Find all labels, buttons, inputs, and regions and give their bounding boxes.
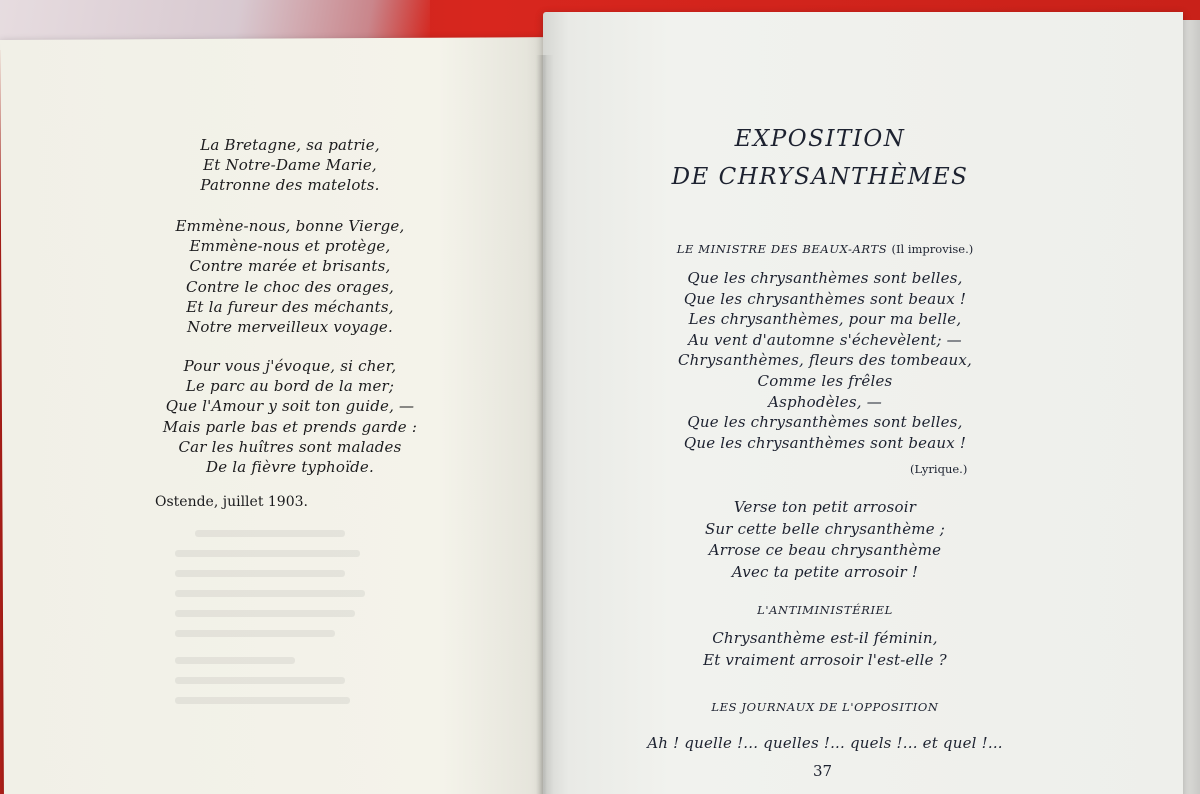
show-through-text <box>175 530 375 717</box>
right-stanza-4 <box>590 733 1060 753</box>
page-number: 37 <box>812 762 833 780</box>
right-page-edge <box>1180 20 1200 794</box>
verse-line: Patronne des matelots. <box>200 176 380 195</box>
title-line-2: DE CHRYSANTHÈMES <box>671 164 969 190</box>
verse-line: Les chrysanthèmes, pour ma belle, <box>688 310 962 329</box>
verse-line: Avec ta petite arrosoir ! <box>731 562 919 581</box>
verse-line: Et la fureur des méchants, <box>186 297 394 316</box>
stage-direction-lyrique: (Lyrique.) <box>910 462 968 476</box>
verse-line: Pour vous j'évoque, si cher, <box>183 357 397 375</box>
speaker-name: LE MINISTRE DES BEAUX-ARTS <box>676 242 888 256</box>
book-gutter <box>536 55 554 794</box>
verse-line: Sur cette belle chrysanthème ; <box>704 519 946 538</box>
verse-line: Notre merveilleux voyage. <box>187 318 393 337</box>
verse-line: Emmène-nous et protège, <box>189 237 391 256</box>
verse-line: Que les chrysanthèmes sont beaux ! <box>683 289 967 308</box>
speaker-minister <box>600 242 1050 256</box>
verse-line: Chrysanthèmes, fleurs des tombeaux, <box>677 351 973 370</box>
verse-line: Contre le choc des orages, <box>186 277 394 296</box>
verse-line: Que l'Amour y soit ton guide, — <box>165 397 415 416</box>
verse-line: Que les chrysanthèmes sont belles, <box>687 269 963 287</box>
verse-line: Contre marée et brisants, <box>189 257 391 276</box>
verse-line: Et Notre-Dame Marie, <box>203 156 377 175</box>
right-stanza-2 <box>620 497 1030 583</box>
verse-line: Emmène-nous, bonne Vierge, <box>175 217 405 235</box>
right-stanza-1 <box>620 268 1030 453</box>
verse-line: Asphodèles, — <box>768 392 882 411</box>
verse-line: Arrose ce beau chrysanthème <box>708 541 942 559</box>
verse-line: Car les huîtres sont malades <box>178 437 402 456</box>
verse-line: Ah ! quelle !... quelles !... quels !... et quel !... <box>647 734 1003 752</box>
verse-line: Le parc au bord de la mer; <box>185 377 395 396</box>
verse-line: Au vent d'automne s'échevèlent; — <box>688 330 962 349</box>
speaker-antiministeriel: L'ANTIMINISTÉRIEL <box>757 603 893 617</box>
left-stanza-3 <box>140 356 440 477</box>
left-stanza-2 <box>140 216 440 337</box>
verse-line: Comme les frêles <box>757 371 893 390</box>
stage-direction: (Il improvise.) <box>891 242 974 256</box>
verse-line: Verse ton petit arrosoir <box>733 498 917 516</box>
verse-line: Chrysanthème est-il féminin, <box>712 629 938 647</box>
verse-line: De la fièvre typhoïde. <box>206 458 374 477</box>
verse-line: Que les chrysanthèmes sont beaux ! <box>683 433 967 452</box>
left-stanza-1 <box>140 135 440 196</box>
right-stanza-3 <box>620 628 1030 671</box>
verse-line: La Bretagne, sa patrie, <box>200 136 380 154</box>
verse-line: Mais parle bas et prends garde : <box>162 417 418 436</box>
place-date: Ostende, juillet 1903. <box>155 494 308 510</box>
verse-line: Que les chrysanthèmes sont belles, <box>687 413 963 432</box>
title-line-1: EXPOSITION <box>734 126 906 152</box>
speaker-journaux: LES JOURNAUX DE L'OPPOSITION <box>711 700 939 714</box>
verse-line: Et vraiment arrosoir l'est-elle ? <box>703 650 947 669</box>
